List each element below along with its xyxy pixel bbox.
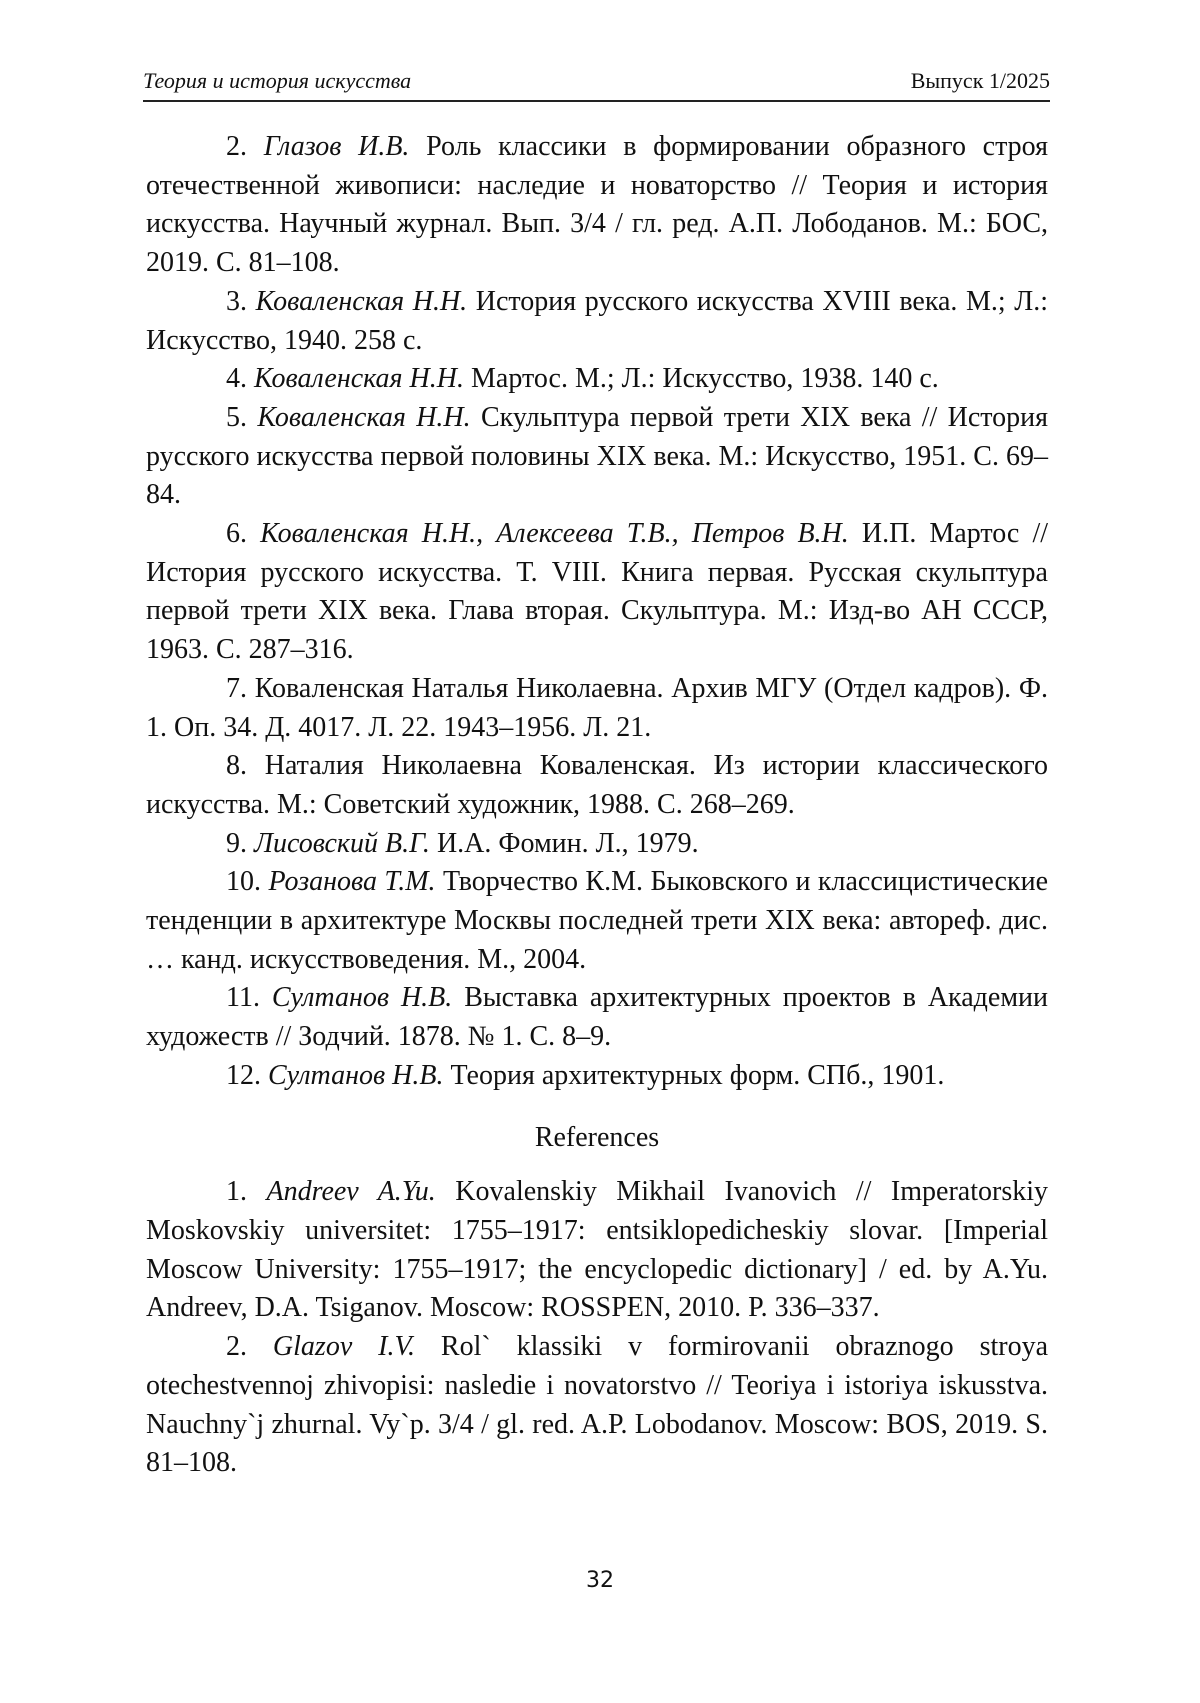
ru-reference-2: [146, 128, 1048, 283]
ru-reference-6: [146, 515, 1048, 670]
references-heading: References: [534, 1121, 660, 1153]
page-number: 32: [586, 1568, 614, 1593]
ru-reference-12: [146, 1057, 1048, 1096]
ref-number: 9.: [226, 827, 247, 859]
running-header: [143, 62, 1050, 102]
ref-number: 8.: [226, 750, 247, 782]
ref-text: Скульптура первой трети XIX века // История русского искусства первой половины XIX века. М.: Искусство, 1951. С. 69–84.: [146, 401, 1049, 511]
ref-author: Коваленская Н.Н.: [255, 285, 468, 317]
issue-number: Выпуск 1/2025: [910, 68, 1050, 93]
en-reference-1: [146, 1173, 1048, 1328]
ref-author: Коваленская Н.Н.: [254, 363, 464, 395]
ru-reference-10: [146, 863, 1048, 979]
ref-number: 1.: [226, 1176, 247, 1208]
ref-number: 5.: [226, 401, 247, 433]
ref-number: 7.: [226, 672, 247, 704]
ref-author: Султанов Н.В.: [271, 982, 453, 1014]
ref-text: Теория архитектурных форм. СПб., 1901.: [450, 1059, 945, 1091]
ref-author: Glazov I.V.: [272, 1331, 415, 1363]
ref-author: Лисовский В.Г.: [254, 827, 430, 859]
ref-text: Творчество К.М. Быковского и классицистические тенденции в архитектуре Москвы последней трети XIX века: автореф. дис. … канд. искусствоведения. М., 2004.: [146, 866, 1049, 975]
ru-reference-8: [146, 747, 1048, 824]
ref-text: История русского искусства XVIII века. М.; Л.: Искусство, 1940. 258 с.: [146, 285, 1049, 356]
ru-reference-7: [146, 670, 1048, 747]
ref-number: 12.: [226, 1059, 261, 1091]
en-reference-2: [146, 1328, 1048, 1483]
ref-author: Глазов И.В.: [263, 131, 410, 162]
ref-author: Коваленская Н.Н.: [257, 401, 471, 433]
ref-number: 3.: [226, 285, 247, 317]
ref-author: Коваленская Н.Н., Алексеева Т.В., Петров В.Н.: [260, 518, 849, 550]
ref-number: 6.: [226, 518, 247, 550]
ref-number: 4.: [226, 363, 247, 395]
ref-text: Kovalenskiy Mikhail Ivanovich // Imperatorskiy Moskovskiy universitet: 1755–1917: entsiklopedicheskiy slovar. [Imperial Moscow University: 1755–1917; the encyclopedic dictionary] / ed. by A.Yu. Andreev, D.A. Tsiganov. Moscow: ROSSPEN, 2010. P. 336–337.: [146, 1176, 1048, 1324]
ref-number: 2.: [226, 1331, 247, 1363]
ref-text: Мартос. М.; Л.: Искусство, 1938. 140 с.: [471, 363, 939, 395]
ru-reference-5: [146, 399, 1048, 515]
ref-author: Розанова Т.М.: [268, 866, 436, 898]
ru-reference-9: [146, 825, 1048, 864]
ref-number: 11.: [226, 982, 260, 1014]
ref-text: И.П. Мартос // История русского искусства. Т. VIII. Книга первая. Русская скульптура первой трети XIX века. Глава вторая. Скульптура. М.: Изд-во АН СССР, 1963. С. 287–316.: [146, 518, 1048, 666]
ref-text: Роль классики в формировании образного строя отечественной живописи: наследие и новаторство // Теория и история искусства. Научный журнал. Вып. 3/4 / гл. ред. А.П. Лободанов. М.: БОС, 2019. С. 81–108.: [146, 131, 1049, 279]
ref-author: Султанов Н.В.: [268, 1059, 444, 1091]
ref-text: Rol` klassiki v formirovanii obraznogo stroya otechestvennoj zhivopisi: nasledie i novatorstvo // Teoriya i istoriya iskusstva. Nauchny`j zhurnal. Vy`p. 3/4 / gl. red. A.P. Lobodanov. Moscow: BOS, 2019. S. 81–108.: [146, 1331, 1048, 1479]
ref-text: Наталия Николаевна Коваленская. Из истории классического искусства. М.: Советский художник, 1988. С. 268–269.: [146, 750, 1049, 820]
ru-reference-11: [146, 979, 1048, 1056]
bibliography: [146, 128, 1048, 1483]
ref-author: Andreev A.Yu.: [266, 1176, 436, 1208]
ru-reference-4: [146, 360, 1048, 399]
ref-text: Коваленская Наталья Николаевна. Архив МГУ (Отдел кадров). Ф. 1. Оп. 34. Д. 4017. Л. 22. 1943–1956. Л. 21.: [146, 672, 1049, 743]
ref-number: 10.: [226, 866, 261, 898]
ru-reference-3: [146, 283, 1048, 360]
journal-title: Теория и история искусства: [143, 68, 412, 93]
ref-number: 2.: [226, 131, 247, 162]
ref-text: И.А. Фомин. Л., 1979.: [436, 827, 699, 859]
ref-text: Выставка архитектурных проектов в Академии художеств // Зодчий. 1878. № 1. С. 8–9.: [146, 982, 1049, 1053]
